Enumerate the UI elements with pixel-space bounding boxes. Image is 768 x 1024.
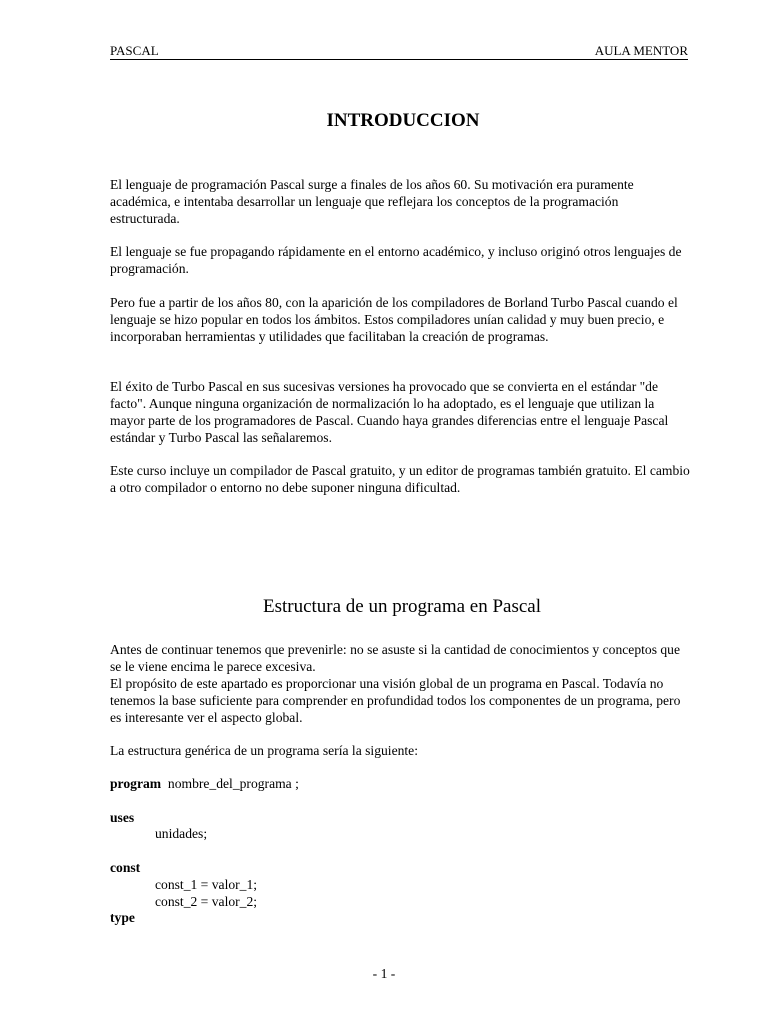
code-type-keyword [110, 909, 135, 926]
intro-paragraph-3: Pero fue a partir de los años 80, con la aparición de los compiladores de Borland Turbo Pascal cuando el lenguaje se hizo popular en todos los ámbitos. Estos compiladores unían calidad y muy buen precio, e incorporaban herramientas y utilidades que facilitaban la creación de programas. [110, 295, 678, 344]
header-left: PASCAL [110, 43, 159, 58]
code-uses-keyword [110, 809, 134, 826]
keyword-program: program [110, 776, 162, 791]
code-const-keyword [110, 859, 140, 876]
keyword-uses: uses [110, 810, 135, 825]
page-number: - 1 - [372, 966, 396, 981]
keyword-type: type [110, 910, 135, 925]
section-paragraph-2: El propósito de este apartado es proporcionar una visión global de un programa en Pascal. Todavía no tenemos la base suficiente para comprender en profundidad todos los componentes de un programa, pero es interesante ver el aspecto global. [110, 676, 681, 725]
section-paragraph-3: La estructura genérica de un programa sería la siguiente: [110, 743, 418, 758]
header-right: AULA MENTOR [594, 43, 688, 58]
page-header [110, 43, 688, 60]
intro-paragraph-2: El lenguaje se fue propagando rápidamente en el entorno académico, y incluso originó otros lenguajes de programación. [110, 244, 682, 276]
code-uses-value: unidades; [155, 826, 208, 841]
page-title: INTRODUCCION [326, 110, 480, 131]
intro-paragraph-4: El éxito de Turbo Pascal en sus sucesivas versiones ha provocado que se convierta en el estándar "de facto". Aunque ninguna organización de normalización lo ha adoptado, es el lenguaje que utilizan la mayor parte de los programadores de Pascal. Cuando haya grandes diferencias entre el lenguaje Pascal estándar y Turbo Pascal las señalaremos. [110, 379, 669, 445]
section-title: Estructura de un programa en Pascal [262, 596, 542, 617]
intro-paragraph-5: Este curso incluye un compilador de Pascal gratuito, y un editor de programas también gratuito. El cambio a otro compilador o entorno no debe suponer ninguna dificultad. [110, 463, 690, 495]
code-program-line [110, 775, 299, 792]
code-const-2: const_2 = valor_2; [155, 894, 258, 909]
section-paragraph-1: Antes de continuar tenemos que prevenirle: no se asuste si la cantidad de conocimientos y conceptos que se le viene encima le parece excesiva. [110, 642, 681, 674]
program-name: nombre_del_programa ; [167, 776, 299, 791]
intro-paragraph-1: El lenguaje de programación Pascal surge a finales de los años 60. Su motivación era puramente académica, e intentaba desarrollar un lenguaje que reflejara los conceptos de la programación estructurada. [110, 177, 634, 226]
keyword-const: const [110, 860, 141, 875]
code-const-1: const_1 = valor_1; [155, 877, 258, 892]
